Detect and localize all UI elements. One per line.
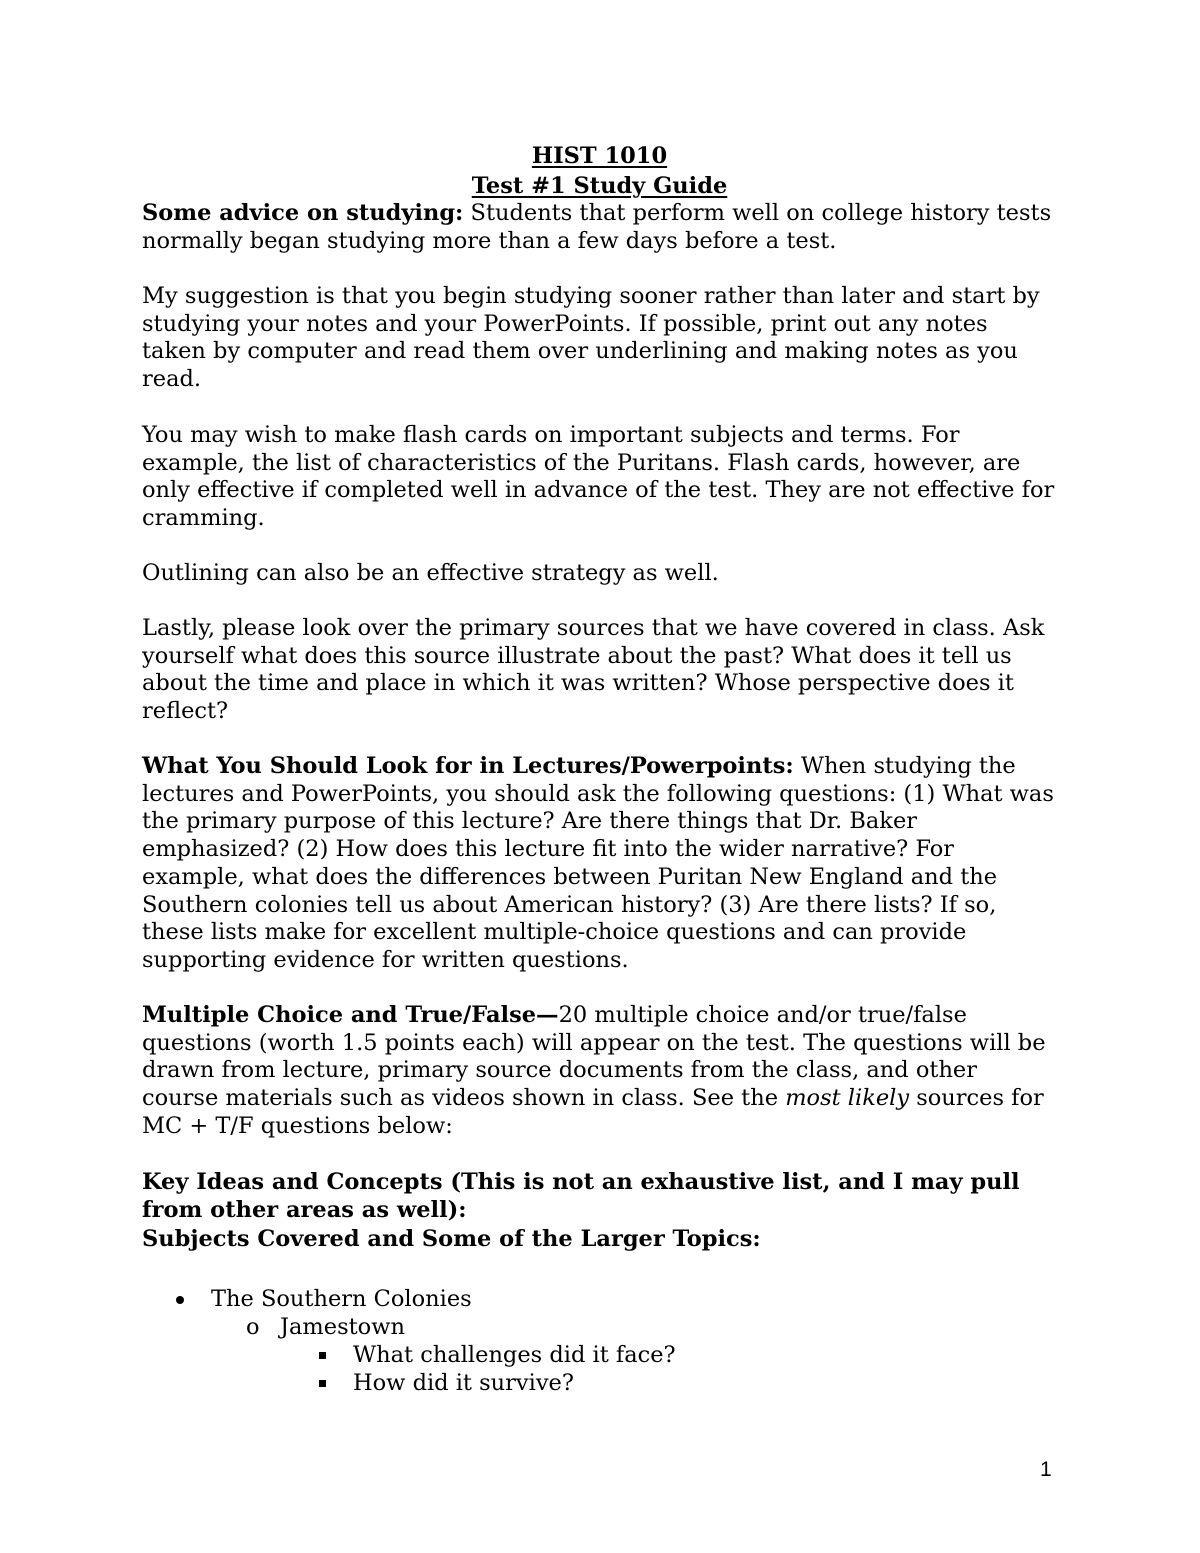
outline-level3-label: How did it survive? — [353, 1370, 574, 1396]
study-guide-title: Test #1 Study Guide — [471, 173, 728, 199]
multiple-choice-text-end: sources for MC + T/F questions below: — [142, 1085, 1044, 1139]
advice-text: Students that perform well on college history tests normally began studying more than a few days before a test. — [142, 200, 1052, 254]
multiple-choice-paragraph — [142, 1002, 1057, 1141]
outline-level2-label: Jamestown — [280, 1314, 405, 1340]
outlining-paragraph: Outlining can also be an effective strategy as well. — [142, 560, 719, 586]
lectures-paragraph — [142, 753, 1057, 975]
outline-level1-label: The Southern Colonies — [211, 1286, 472, 1312]
bullet-circle-icon: o — [246, 1314, 260, 1340]
primary-sources-paragraph: Lastly, please look over the primary sources that we have covered in class. Ask yourself what does this source illustrate about the past? What does it tell us about the time and place in which it was written? Whose perspective does it reflect? — [142, 615, 1045, 725]
page-number: 1 — [1040, 1458, 1052, 1481]
bullet-square-icon — [319, 1380, 326, 1387]
lectures-text: When studying the lectures and PowerPoints, you should ask the following questions: (1) What was the primary purpose of this lecture? Are there things that Dr. Baker emphasized? (2) How does this lecture fit into the wider narrative? For example, what does the differences between Puritan New England and the Southern colonies tell us about American history? (3) Are there lists? If so, these lists make for excellent multiple-choice questions and can provide supporting evidence for written questions. — [142, 753, 1054, 973]
bullet-square-icon — [319, 1352, 326, 1359]
flashcards-paragraph: You may wish to make flash cards on important subjects and terms. For example, the list of characteristics of the Puritans. Flash cards, however, are only effective if completed well in advance of the test. They are not effective for cramming. — [142, 422, 1055, 532]
most-likely-emphasis: most likely — [785, 1085, 910, 1112]
advice-heading: Some advice on studying: — [142, 200, 464, 226]
suggestion-paragraph: My suggestion is that you begin studying sooner rather than later and start by studying your notes and your PowerPoints. If possible, print out any notes taken by computer and read them over underlining and making notes as you read. — [142, 283, 1040, 393]
key-ideas-heading: Key Ideas and Concepts (This is not an exhaustive list, and I may pull from other areas as well): — [142, 1169, 1020, 1223]
multiple-choice-heading: Multiple Choice and True/False— — [142, 1002, 559, 1028]
multiple-choice-text: 20 multiple choice and/or true/false questions (worth 1.5 points each) will appear on the test. The questions will be drawn from lecture, primary source documents from the class, and other course materials such as videos shown in class. See the — [142, 1002, 1046, 1112]
bullet-disc-icon — [176, 1296, 184, 1304]
lectures-heading: What You Should Look for in Lectures/Powerpoints: — [142, 753, 794, 779]
outline-level3-label: What challenges did it face? — [353, 1342, 676, 1368]
advice-paragraph — [142, 200, 1057, 255]
course-title: HIST 1010 — [531, 143, 668, 169]
subjects-covered-heading: Subjects Covered and Some of the Larger Topics: — [142, 1226, 761, 1252]
